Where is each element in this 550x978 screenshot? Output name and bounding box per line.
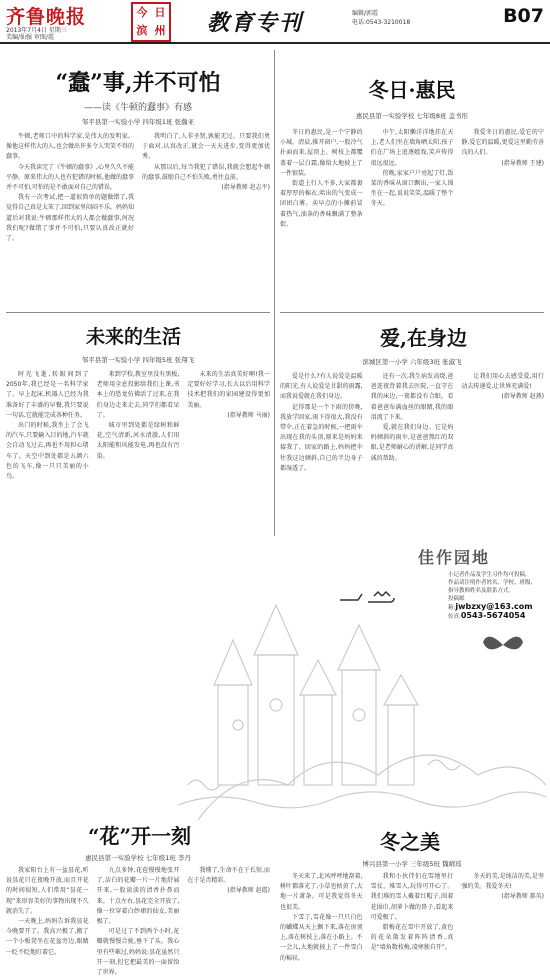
article-body: 爱是什么?有人说爱是温暖的阳光,有人说爱是甘甜的雨露,而我说爱就在我们身边。 记得那是一个下雨的傍晚,我放学回家,雨下得很大,我没有带伞,正在着急的时候,一把雨伞出现在我的头顶,原来是妈妈来接我了。回家的路上,妈妈把伞往我这边倾斜,自己的半边身子都湿透了。 还有一次,我生病发高烧,爸爸连夜背着我去医院,一直守在我的床边,一夜都没有合眼。看着爸爸布满血丝的眼睛,我的眼泪流了下来。 爱,就在我们身边。它是妈妈倾斜的雨伞,是爸爸熬红的双眼,是老师耐心的讲解,是同学真诚的帮助。 让我们用心去感受爱,用行动去传递爱,让世界充满爱! (指导教师 赵燕) <box>280 373 545 472</box>
article-future-life <box>6 316 270 558</box>
article-byline: 滨城区第一小学 六年级3班 张淑飞 <box>362 358 462 366</box>
article-author: (指导教师 马丽) <box>227 411 271 419</box>
submission-notice: 小记者作品及学生习作均可投稿, 作品请注明作者姓名、学校、班级、 指导教师姓名及联系方式。 投稿邮箱:jwbzxy@163.com 传真:0543-5674054 <box>448 572 537 620</box>
masthead-rule <box>0 42 550 44</box>
sleigh-icon <box>338 590 398 606</box>
article-byline: 博兴县第一小学 三年级5班 魏晴瑶 <box>362 860 462 868</box>
section-divider <box>280 312 544 313</box>
submission-fax: 0543-5674054 <box>460 611 526 620</box>
butterfly-icon <box>478 630 528 660</box>
article-title: 未来的生活 <box>86 326 182 348</box>
article-body: 牛顿,老师口中的科学家,是伟大的发明家。像他这样伟大的人,也会做出许多令人哭笑不得的蠢事。 今天我读完了《牛顿的蠢事》,心里久久不能平静。原来伟大的人也有犯错的时候,他做的蠢事并不可怕,可怕的是不敢面对自己的错误。 我有一次考试,把一道很简单的题做错了,我觉得自己真是太笨了,回到家里闷闷不乐。妈妈知道后对我说:牛顿那样伟大的人都会做蠢事,何况我们呢?做错了事并不可怕,只要认真改正就好了。 我明白了,人非圣贤,孰能无过。只要我们勇于面对,认真改正,就会一天天进步,变得更加优秀。 从那以后,每当我犯了错误,我就会想起牛顿的蠢事,鼓励自己不怕失败,勇往直前。 (指导教师 赵志平) <box>6 133 270 243</box>
article-title: “花”开一刻 <box>88 824 192 848</box>
section-divider <box>6 312 270 313</box>
article-subtitle: ——读《牛顿的蠢事》有感 <box>83 103 192 113</box>
section-title: 教育专刊 <box>207 10 304 36</box>
submission-email: jwbzxy@163.com <box>455 602 533 611</box>
article-stupid-things <box>6 50 270 310</box>
masthead <box>0 0 550 44</box>
article-body: 时光飞逝,转眼间到了2050年,我已经是一名科学家了。早上起床,机器人已经为我准备好了丰盛的早餐,我只要说一句话,它就能完成各种任务。 出门的时候,我坐上了会飞的汽车,只要输入目的地,汽车就会自动飞过去,再也不用担心堵车了。天空中到处都是五颜六色的飞车,像一只只美丽的小鸟。 来到学校,教室里没有黑板,老师用全息投影给我们上课,书本上的恐龙仿佛活了过来,在我们身边走来走去,同学们都看呆了。 城市里到处都是绿树和鲜花,空气清新,河水清澈,人们用太阳能和风能发电,再也没有污染。 未来的生活真美好啊!我一定要好好学习,长大以后用科学技术把我们的家园建设得更加美丽。 (指导教师 马丽) <box>6 371 271 481</box>
newspaper-logo: 齐鲁晚报 <box>6 6 87 28</box>
article-winter-huimin <box>280 50 544 310</box>
article-author: (指导教师 赵霞) <box>227 887 271 895</box>
article-body: 冬日的惠民,是一个宁静的小城。清晨,推开窗户,一股冷气扑面而来,屋顶上、树枝上都覆盖着一层白霜,像给大地披上了一件银装。 街道上行人不多,大家都裹着厚厚的棉衣,哈出的气变成一团团白雾。卖早点的小摊前冒着热气,油条的香味飘满了整条街。 中午,太阳懒洋洋地挂在天上,老人们坐在墙角晒太阳,孩子们在广场上追逐嬉戏,笑声传得很远很远。 傍晚,家家户户亮起了灯,饭菜的香味从窗口飘出,一家人围坐在一起,说说笑笑,温暖了整个冬天。 我爱冬日的惠民,爱它的宁静,爱它的温暖,更爱这里勤劳善良的人们。 (指导教师 王建) <box>280 129 545 228</box>
editor-info: 编辑/郭霞 电话:0543-3210018 <box>352 10 411 26</box>
writing-garden-panel <box>178 535 546 825</box>
page-number: B07 <box>503 5 544 27</box>
article-byline: 邹平县第一实验小学 四年级1班 张瀚亚 <box>81 118 195 126</box>
article-body: 冬天来了,北风呼呼地刮着,树叶都落光了,小草也枯黄了,大地一片萧条。可是我觉得冬天也很美。 下雪了,雪花像一只只白色的蝴蝶从天上飘下来,落在房顶上,落在树枝上,落在小路上。不一会儿,大地就披上了一件雪白的棉袄。 我和小伙伴们在雪地里打雪仗、堆雪人,玩得可开心了。我们堆的雪人戴着红帽子,围着花围巾,胡萝卜做的鼻子,看起来可爱极了。 腊梅花在雪中开放了,黄色的花朵散发着阵阵清香,真是“墙角数枝梅,凌寒独自开”。 冬天的美,是纯洁的美,是坚强的美。我爱冬天! (指导教师 郝英) <box>280 873 545 962</box>
article-title: 冬日·惠民 <box>368 78 456 102</box>
today-binzhou-seal: 今 日 滨 州 <box>131 2 171 42</box>
column-divider <box>274 50 275 340</box>
article-winter-beauty <box>280 826 545 962</box>
article-flower-moment <box>6 820 271 977</box>
article-title: 爱,在身边 <box>380 326 467 350</box>
article-author: (指导教师 赵志平) <box>221 184 270 192</box>
column-divider <box>274 316 275 536</box>
article-title: “蠢”事,并不可怕 <box>55 70 221 96</box>
article-author: (指导教师 赵燕) <box>501 393 545 401</box>
article-body: 我家阳台上有一盆昙花,听说昙花只在夜晚开放,而且开花的时间很短,人们常用“昙花一现”来形容美好的事物出现不久就消失了。 一天晚上,妈妈告诉我昙花今晚要开了。我高兴极了,搬了一个小板凳坐在花盆旁边,眼睛一眨不眨地盯着它。 九点多钟,花苞慢慢地张开了,洁白的花瓣一片一片地舒展开来,一股淡淡的清香扑鼻而来。十点左右,昙花完全开放了,像一位穿着白纱裙的仙女,美丽极了。 可是过了不到两个小时,花瓣就慢慢合拢,垂下了头。我心里有些难过,妈妈说:昙花虽然只开一刻,但它把最美的一面留给了世界。 我懂了,生命不在于长短,而在于是否精彩。 (指导教师 赵霞) <box>6 867 271 977</box>
article-title: 冬之美 <box>380 830 440 854</box>
article-byline: 惠民县第一实验学校 七年级8班 盖书彤 <box>355 112 469 120</box>
article-byline: 邹平县第一实验小学 四年级5班 张翔飞 <box>81 356 195 364</box>
garden-label: 佳作园地 <box>418 548 491 567</box>
article-author: (指导教师 郝英) <box>501 893 545 901</box>
article-love-around <box>280 316 544 531</box>
article-author: (指导教师 王建) <box>501 159 545 167</box>
issue-date: 2013年7月4日 星期三 美编/仙强 审图/霞 <box>6 27 67 41</box>
article-byline: 惠民县第一实验学校 七年级1班 李丹 <box>85 854 191 862</box>
